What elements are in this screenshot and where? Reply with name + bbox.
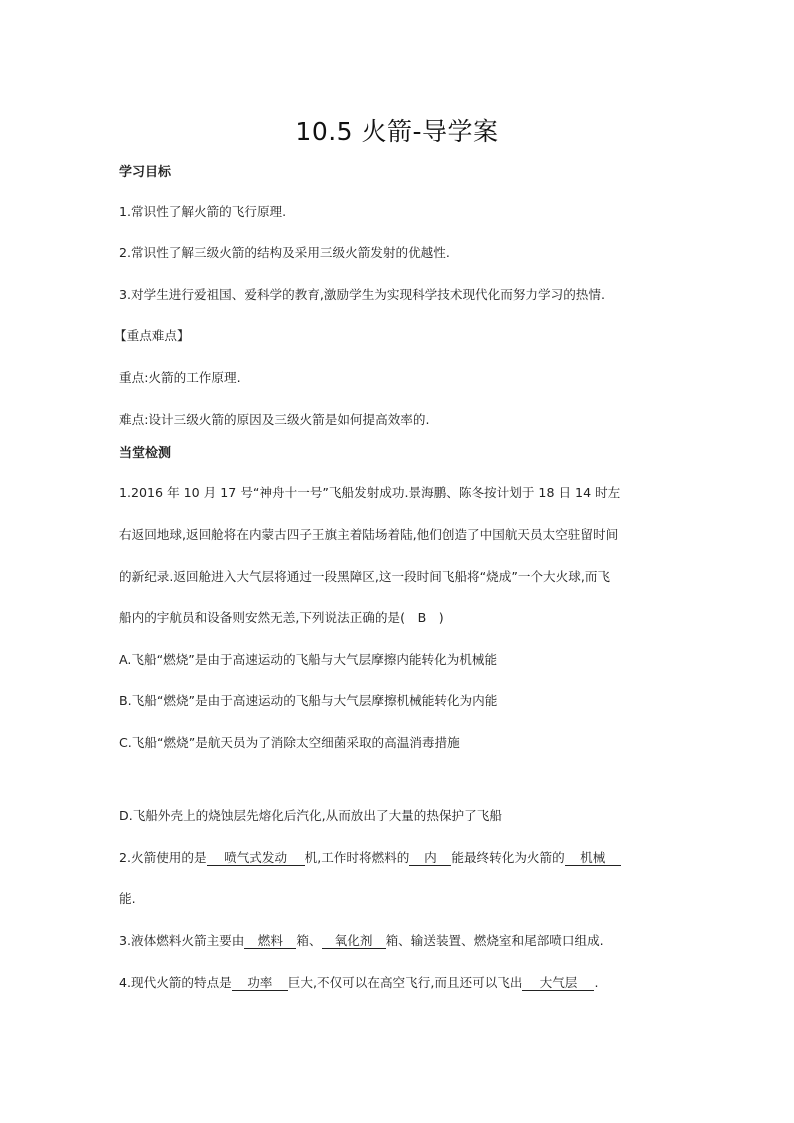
key-point-text: 重点:火箭的工作原理.: [119, 370, 241, 385]
question-2-line-1: [119, 849, 621, 867]
question-1-option-a: A.飞船“燃烧”是由于高速运动的飞船与大气层摩擦内能转化为机械能: [119, 652, 498, 667]
question-4-prefix: 4.现代火箭的特点是: [119, 975, 232, 990]
question-4-mid-1: 巨大,不仅可以在高空飞行,而且还可以飞出: [287, 975, 523, 990]
question-2-line-2: 能.: [119, 891, 136, 906]
question-2-answer-2: 内: [409, 850, 451, 866]
objectives-heading: 学习目标: [119, 165, 172, 180]
question-2-answer-1: 喷气式发动: [207, 850, 305, 866]
question-1-option-d: D.飞船外壳上的烧蚀层先熔化后汽化,从而放出了大量的热保护了飞船: [119, 808, 502, 823]
objective-item-1: 1.常识性了解火箭的飞行原理.: [119, 204, 287, 219]
question-1-line-4: 船内的宇航员和设备则安然无恙,下列说法正确的是( B ): [119, 610, 444, 625]
question-4-answer-1: 功率: [232, 975, 288, 991]
question-3-answer-1: 燃料: [244, 933, 296, 949]
question-1-line-3: 的新纪录.返回舱进入大气层将通过一段黑障区,这一段时间飞船将“烧成”一个大火球,而飞: [119, 569, 611, 584]
question-1-line-2: 右返回地球,返回舱将在内蒙古四子王旗主着陆场着陆,他们创造了中国航天员太空驻留时间: [119, 527, 619, 542]
question-3-answer-2: 氧化剂: [322, 933, 386, 949]
question-1-line-1: 1.2016 年 10 月 17 号“神舟十一号”飞船发射成功.景海鹏、陈冬按计划于 18 日 14 时左: [119, 485, 621, 500]
question-3-mid-1: 箱、: [296, 933, 322, 948]
question-3-suffix: 箱、输送装置、燃烧室和尾部喷口组成.: [385, 933, 604, 948]
question-2-answer-3: 机械: [565, 850, 621, 866]
question-3: [119, 932, 604, 950]
key-points-heading: 【重点难点】: [114, 328, 190, 343]
question-4-answer-2: 大气层: [522, 975, 594, 991]
question-4-suffix: .: [594, 975, 599, 990]
difficult-point-text: 难点:设计三级火箭的原因及三级火箭是如何提高效率的.: [119, 412, 430, 427]
question-1-option-b: B.飞船“燃烧”是由于高速运动的飞船与大气层摩擦机械能转化为内能: [119, 693, 498, 708]
question-3-prefix: 3.液体燃料火箭主要由: [119, 933, 245, 948]
question-2-mid-2: 能最终转化为火箭的: [451, 850, 565, 865]
question-2-mid-1: 机,工作时将燃料的: [304, 850, 410, 865]
question-2-prefix: 2.火箭使用的是: [119, 850, 207, 865]
question-1-option-c: C.飞船“燃烧”是航天员为了消除太空细菌采取的高温消毒措施: [119, 735, 460, 750]
check-heading: 当堂检测: [119, 446, 172, 461]
page-title: 10.5 火箭-导学案: [295, 117, 499, 146]
objective-item-3: 3.对学生进行爱祖国、爱科学的教育,激励学生为实现科学技术现代化而努力学习的热情.: [119, 287, 605, 302]
question-4: [119, 974, 599, 992]
objective-item-2: 2.常识性了解三级火箭的结构及采用三级火箭发射的优越性.: [119, 245, 450, 260]
